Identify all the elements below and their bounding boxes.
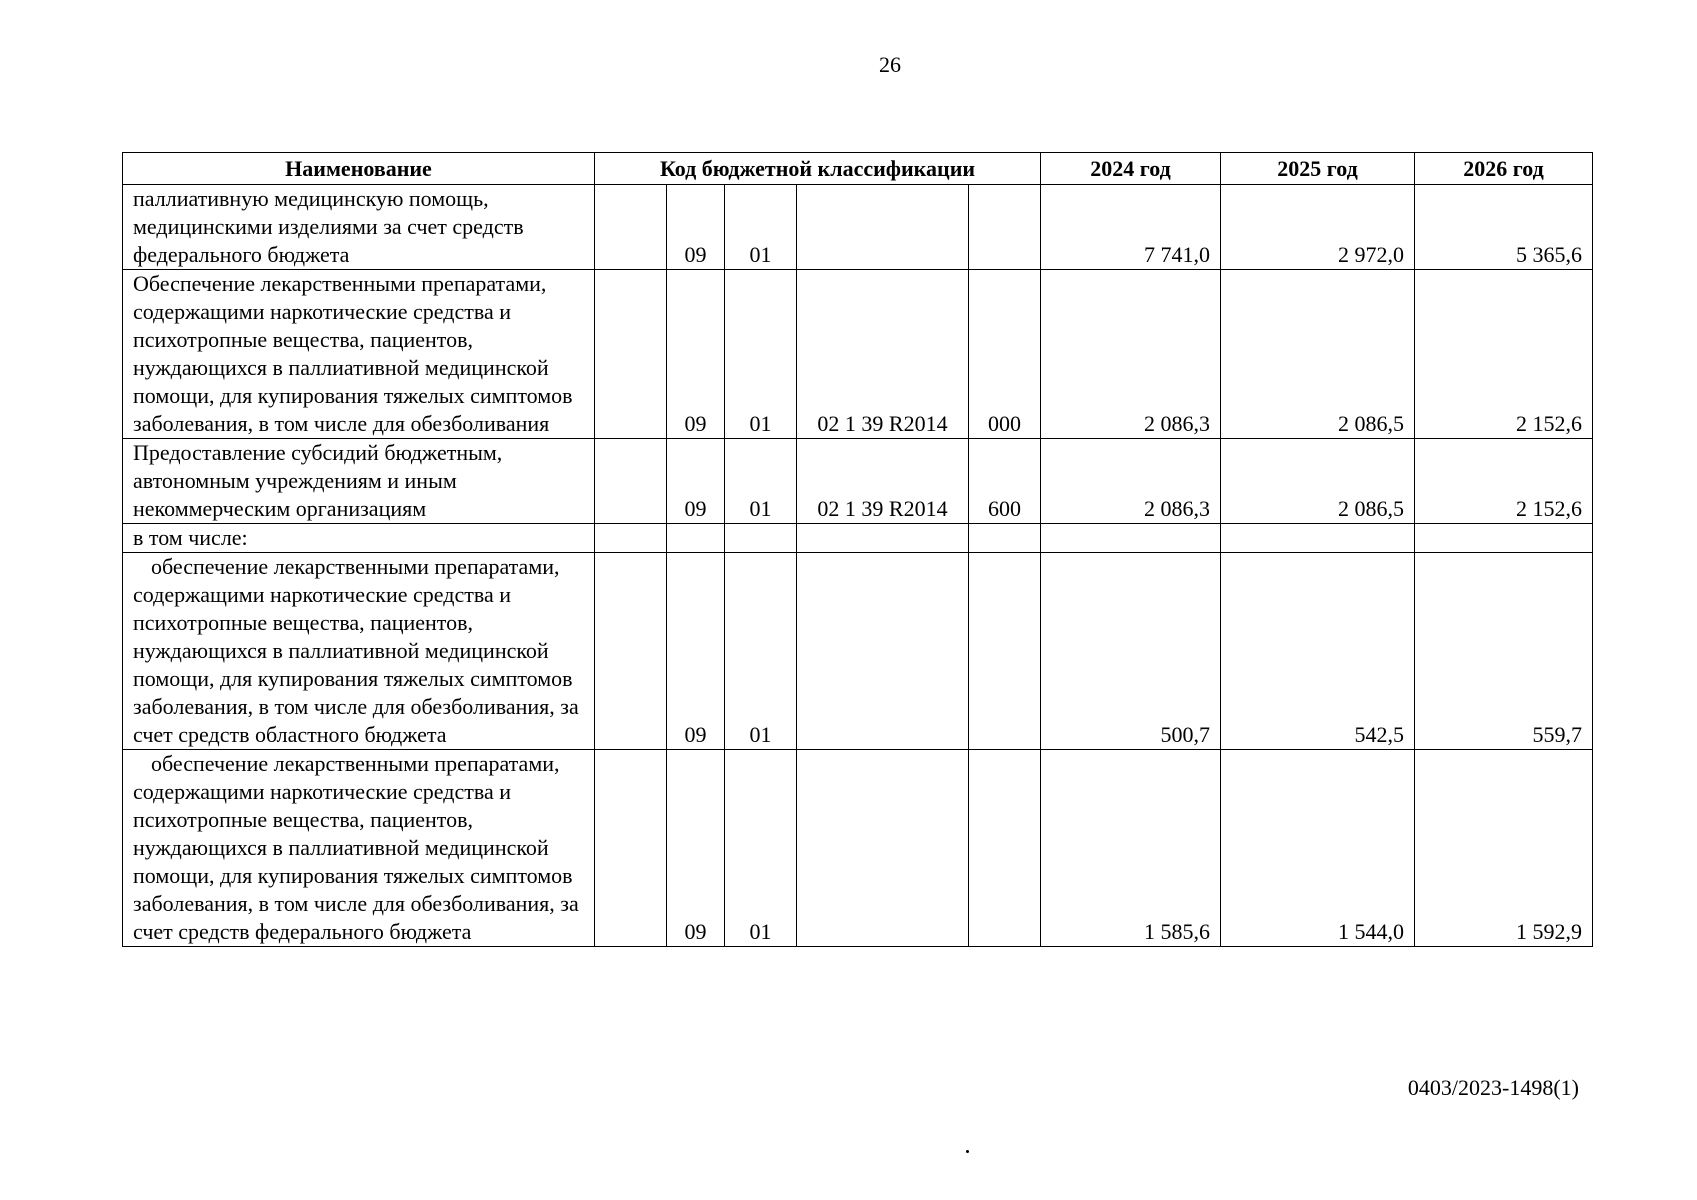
row-code-target: 02 1 39 R2014 — [797, 439, 969, 524]
row-code-subsection: 01 — [725, 185, 797, 270]
row-value-2025: 2 972,0 — [1221, 185, 1415, 270]
row-code-target — [797, 750, 969, 947]
header-2024: 2024 год — [1041, 153, 1221, 185]
row-code-expense-type: 600 — [969, 439, 1041, 524]
row-name: Предоставление субсидий бюджетным, автономным учреждениям и иным некоммерческим организациям — [123, 439, 595, 524]
row-value-2024: 2 086,3 — [1041, 439, 1221, 524]
table-header-row — [123, 153, 1593, 185]
row-value-2026: 2 152,6 — [1415, 270, 1593, 439]
row-name: обеспечение лекарственными препаратами, содержащими наркотические средства и психотропные вещества, пациентов, нуждающихся в паллиативной медицинской помощи, для купирования тяжелых симптомов заболевания, в том числе для обезболивания, за счет средств федерального бюджета — [123, 750, 595, 947]
row-value-2024: 2 086,3 — [1041, 270, 1221, 439]
row-code-expense-type — [969, 750, 1041, 947]
table-row — [123, 750, 1593, 947]
row-code-subsection: 01 — [725, 750, 797, 947]
row-value-2025 — [1221, 524, 1415, 553]
row-name: обеспечение лекарственными препаратами, содержащими наркотические средства и психотропные вещества, пациентов, нуждающихся в паллиативной медицинской помощи, для купирования тяжелых симптомов заболевания, в том числе для обезболивания, за счет средств областного бюджета — [123, 553, 595, 750]
row-value-2025: 2 086,5 — [1221, 439, 1415, 524]
table-row — [123, 185, 1593, 270]
row-value-2025: 1 544,0 — [1221, 750, 1415, 947]
row-code-1 — [595, 524, 667, 553]
header-2026: 2026 год — [1415, 153, 1593, 185]
scan-dot — [966, 1150, 969, 1153]
row-code-target — [797, 185, 969, 270]
row-value-2026: 5 365,6 — [1415, 185, 1593, 270]
row-value-2026 — [1415, 524, 1593, 553]
row-code-section — [667, 524, 725, 553]
table-row — [123, 553, 1593, 750]
document-code: 0403/2023-1498(1) — [1407, 1075, 1579, 1100]
row-code-section: 09 — [667, 439, 725, 524]
row-code-target — [797, 524, 969, 553]
row-code-subsection: 01 — [725, 439, 797, 524]
row-code-subsection: 01 — [725, 553, 797, 750]
row-code-1 — [595, 270, 667, 439]
row-code-section: 09 — [667, 270, 725, 439]
header-code: Код бюджетной классификации — [595, 153, 1041, 185]
row-value-2024 — [1041, 524, 1221, 553]
row-value-2024: 1 585,6 — [1041, 750, 1221, 947]
row-code-section: 09 — [667, 553, 725, 750]
row-value-2026: 1 592,9 — [1415, 750, 1593, 947]
row-code-target: 02 1 39 R2014 — [797, 270, 969, 439]
row-code-expense-type — [969, 553, 1041, 750]
row-code-expense-type — [969, 185, 1041, 270]
row-value-2024: 7 741,0 — [1041, 185, 1221, 270]
row-code-target — [797, 553, 969, 750]
row-code-expense-type: 000 — [969, 270, 1041, 439]
table-row — [123, 439, 1593, 524]
table-row — [123, 270, 1593, 439]
row-value-2025: 542,5 — [1221, 553, 1415, 750]
row-code-1 — [595, 185, 667, 270]
page-number: 26 — [879, 52, 901, 77]
header-2025: 2025 год — [1221, 153, 1415, 185]
row-code-subsection — [725, 524, 797, 553]
table-row — [123, 524, 1593, 553]
row-value-2026: 559,7 — [1415, 553, 1593, 750]
row-code-1 — [595, 750, 667, 947]
row-value-2024: 500,7 — [1041, 553, 1221, 750]
row-value-2026: 2 152,6 — [1415, 439, 1593, 524]
row-code-expense-type — [969, 524, 1041, 553]
row-name: в том числе: — [123, 524, 595, 553]
header-name: Наименование — [123, 153, 595, 185]
row-code-section: 09 — [667, 750, 725, 947]
row-name: Обеспечение лекарственными препаратами, содержащими наркотические средства и психотропные вещества, пациентов, нуждающихся в паллиативной медицинской помощи, для купирования тяжелых симптомов заболевания, в том числе для обезболивания — [123, 270, 595, 439]
row-code-section: 09 — [667, 185, 725, 270]
row-name: паллиативную медицинскую помощь, медицинскими изделиями за счет средств федерального бюджета — [123, 185, 595, 270]
row-code-1 — [595, 439, 667, 524]
budget-table — [122, 152, 1593, 947]
row-code-subsection: 01 — [725, 270, 797, 439]
row-value-2025: 2 086,5 — [1221, 270, 1415, 439]
row-code-1 — [595, 553, 667, 750]
